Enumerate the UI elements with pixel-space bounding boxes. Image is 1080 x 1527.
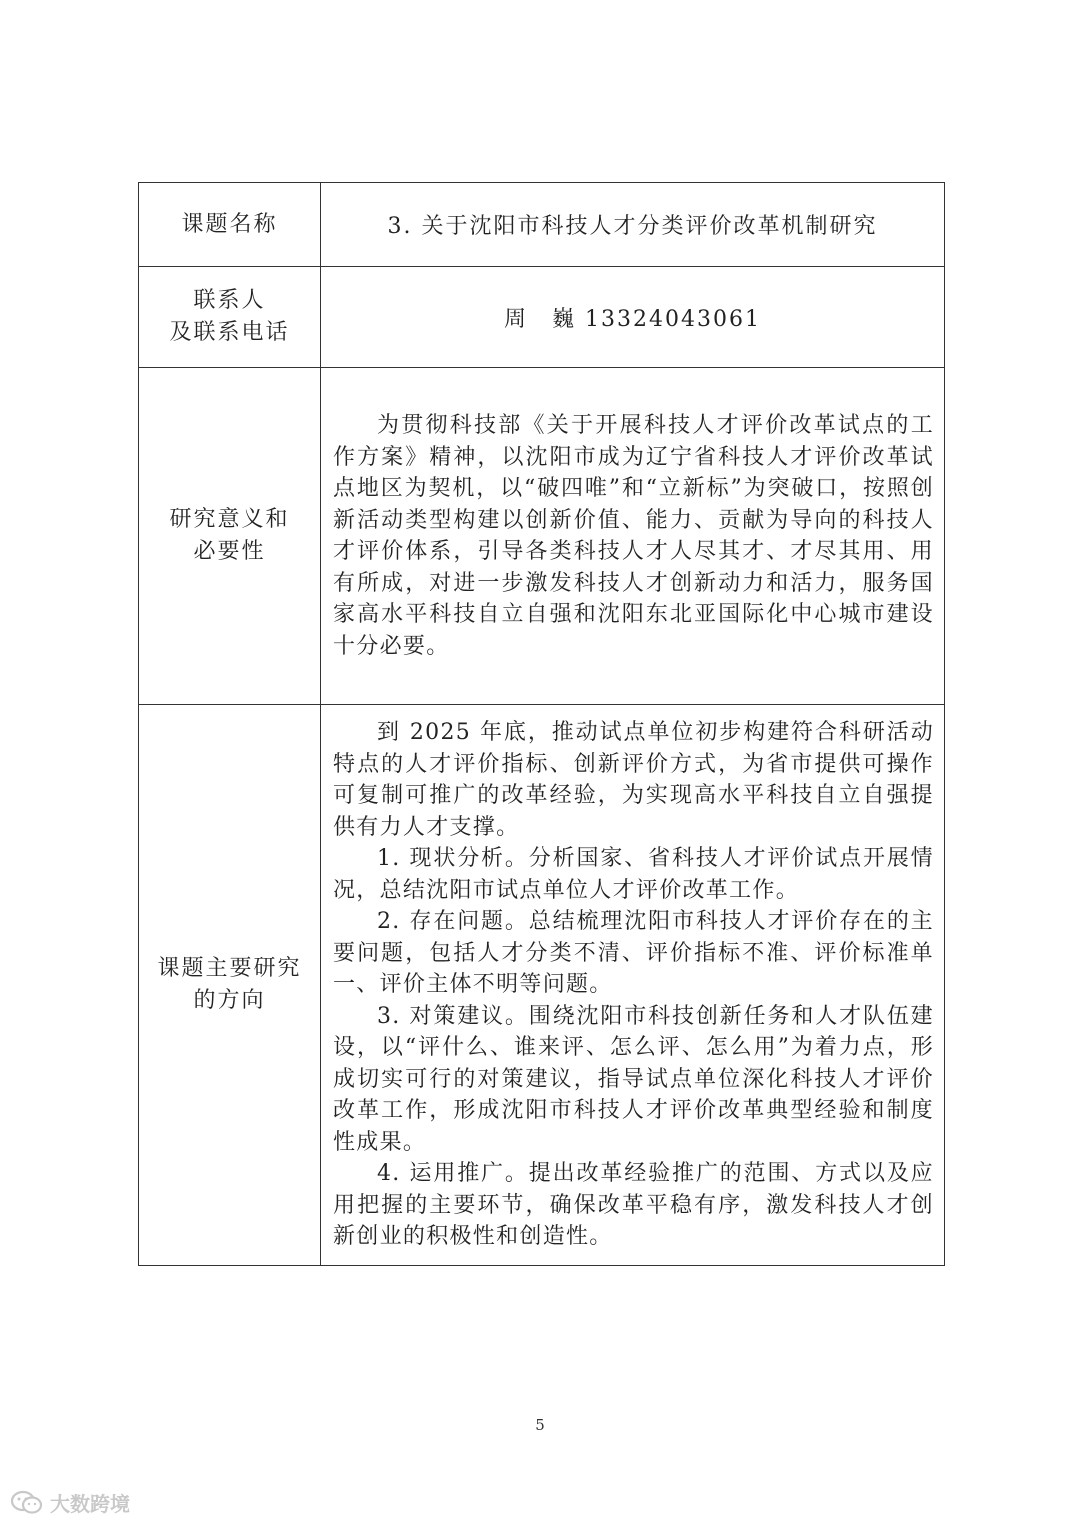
label-line: 联系人 [193,288,266,313]
topic-name-value: 3. 关于沈阳市科技人才分类评价改革机制研究 [321,183,945,267]
label-line: 课题名称 [181,211,278,237]
label-line: 的方向 [193,988,266,1013]
research-direction-label [139,705,321,1266]
direction-paragraph-4: 4. 运用推广。提出改革经验推广的范围、方式以及应用把握的主要环节，确保改革平稳有序，激发科技人才创新创业的积极性和创造性。 [333,1161,934,1250]
label-line: 必要性 [193,539,266,564]
table-row-contact [139,267,945,368]
contact-label [139,267,321,368]
table-row-topic-name [139,183,945,267]
direction-paragraph-2: 2. 存在问题。总结梳理沈阳市科技人才评价存在的主要问题，包括人才分类不清、评价指标不准、评价标准单一、评价主体不明等问题。 [333,909,934,998]
direction-paragraph-3: 3. 对策建议。围绕沈阳市科技创新任务和人才队伍建设，以“评什么、谁来评、怎么评、怎么用”为着力点，形成切实可行的对策建议，指导试点单位深化科技人才评价改革工作，形成沈阳市科技人才评价改革典型经验和制度性成果。 [333,1003,934,1155]
direction-paragraph-1: 1. 现状分析。分析国家、省科技人才评价试点开展情况，总结沈阳市试点单位人才评价改革工作。 [333,846,934,903]
label-line: 研究意义和 [169,507,290,532]
topic-info-table [138,182,945,1266]
significance-paragraph: 为贯彻科技部《关于开展科技人才评价改革试点的工作方案》精神，以沈阳市成为辽宁省科技人才评价改革试点地区为契机，以“破四唯”和“立新标”为突破口，按照创新活动类型构建以创新价值、能力、贡献为导向的科技人才评价体系，引导各类科技人才人尽其才、才尽其用、用有所成，对进一步激发科技人才创新动力和活力，服务国家高水平科技自立自强和沈阳东北亚国际化中心城市建设十分必要。 [333,413,934,659]
significance-content [321,368,945,705]
significance-label [139,368,321,705]
research-direction-content [321,705,945,1266]
page-number: 5 [535,1416,545,1434]
table-row-research-direction [139,705,945,1266]
wechat-logo-icon [10,1490,44,1516]
table-row-significance [139,368,945,705]
label-line: 及联系电话 [169,320,290,345]
direction-paragraph-intro: 到 2025 年底，推动试点单位初步构建符合科研活动特点的人才评价指标、创新评价方式，为省市提供可操作可复制可推广的改革经验，为实现高水平科技自立自强提供有力人才支撑。 [333,720,934,840]
topic-name-label [139,183,321,267]
watermark-text: 大数跨境 [50,1492,130,1516]
label-line: 课题主要研究 [157,956,302,981]
contact-value: 周 巍 13324043061 [321,267,945,368]
watermark [10,1488,130,1517]
